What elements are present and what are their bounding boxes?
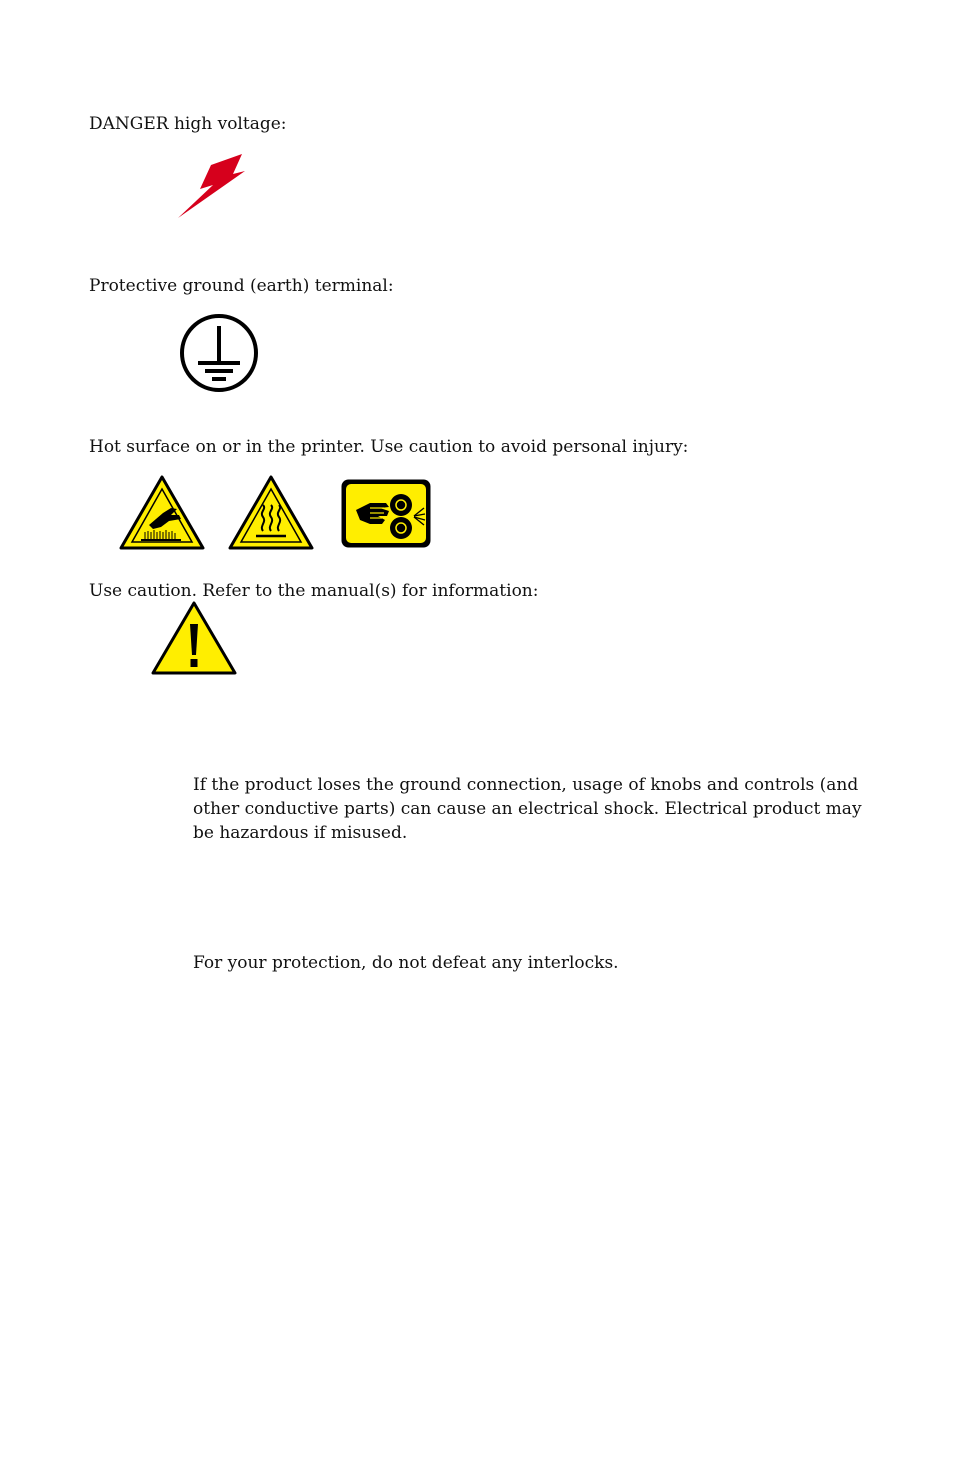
- pinch-rollers-warning-icon: [340, 478, 432, 549]
- caption-high-voltage: DANGER high voltage:: [89, 114, 287, 134]
- ground-warning-paragraph: If the product loses the ground connection, usage of knobs and controls (and other conductive parts) can cause an electrical shock. Electrical product may be hazardous if misused.: [193, 775, 862, 843]
- caption-hot-surface: Hot surface on or in the printer. Use caution to avoid personal injury:: [89, 437, 689, 457]
- interlock-warning-paragraph: For your protection, do not defeat any interlocks.: [193, 953, 619, 973]
- protective-ground-icon: [178, 313, 260, 393]
- caption-caution: Use caution. Refer to the manual(s) for information:: [89, 581, 539, 601]
- exclamation-warning-icon: [151, 600, 237, 676]
- hot-surface-warning-icon: [228, 475, 314, 551]
- hand-hot-surface-warning-icon: [119, 475, 205, 551]
- caption-ground: Protective ground (earth) terminal:: [89, 276, 394, 296]
- lightning-bolt-icon: [178, 154, 248, 222]
